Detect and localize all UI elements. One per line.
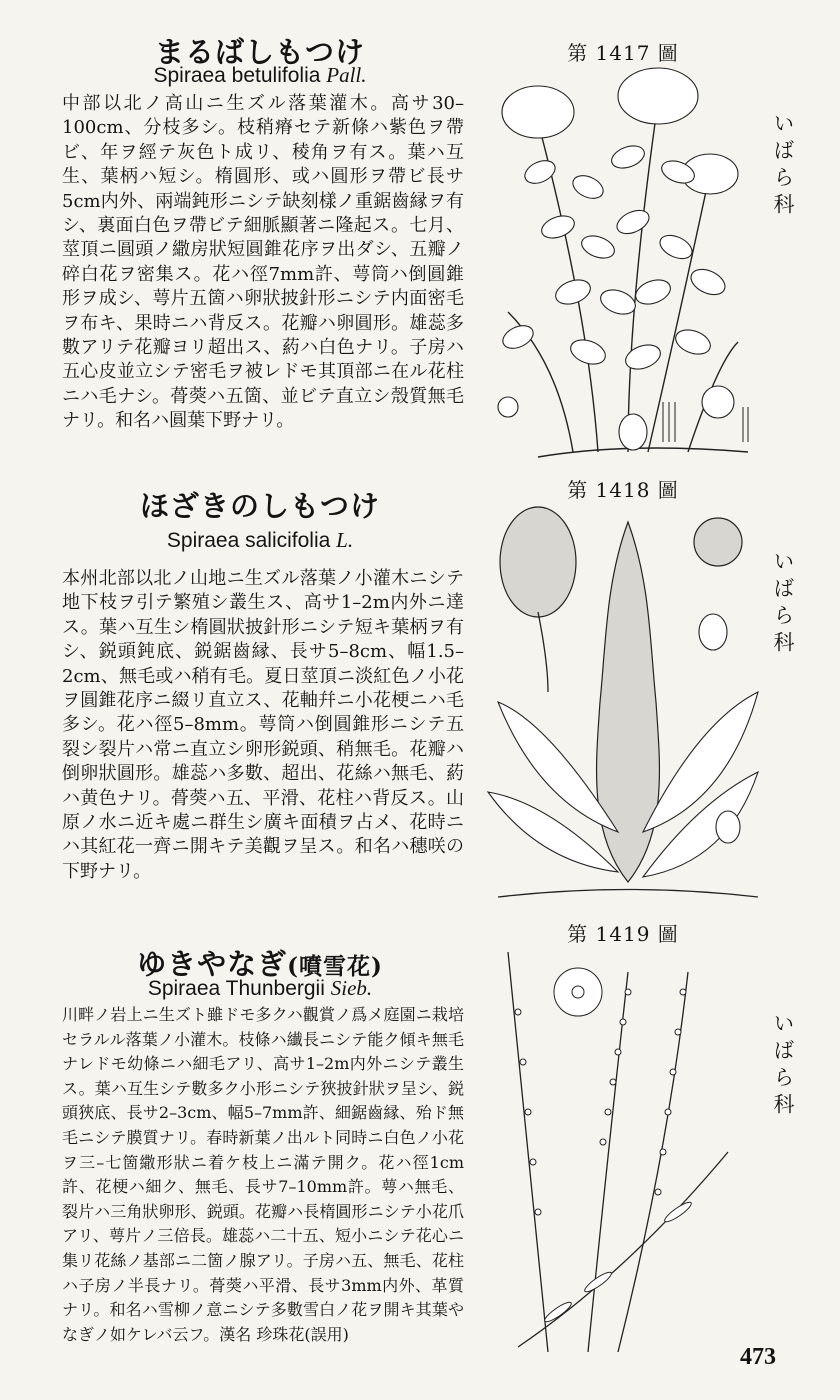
entry-maruba-shimotsuke [0,0,840,470]
figure-number: 第 1417 圖 [567,41,679,65]
entry-yukiyanagi [0,922,840,1400]
description-text: 川畔ノ岩上ニ生ズト雖ドモ多クハ觀賞ノ爲メ庭園ニ栽培セラルル落葉ノ小灌木。枝條ハ纎長ニシテ能ク傾キ無毛ナレドモ幼條ニハ細毛アリ、高サ1–2m内外ニシテ叢生ス。葉ハ互生シテ數多ク小形ニシテ狹披針狀ヲ呈シ、鋭頭狹底、長サ2–3cm、幅5–7mm許、細鋸齒縁、殆ド無毛ニシテ膜質ナリ。春時新葉ノ出ルト同時ニ白色ノ小花ヲ三–七箇繖形狀ニ着ケ枝上ニ滿テ開ク。花ハ徑1cm許、花梗ハ細ク、無毛、長サ7–10mm許。萼ハ無毛、裂片ハ三角狀卵形、鋭頭。花瓣ハ長楕圓形ニシテ小花爪アリ、萼片ノ三倍長。雄蕊ハ二十五、短小ニシテ花心ニ集リ花絲ノ基部ニ二箇ノ腺アリ。子房ハ五、無毛、花柱ハ子房ノ半長ナリ。蓇葖ハ平滑、長サ3mm内外、革質ナリ。和名ハ雪柳ノ意ニシテ多數雪白ノ花ヲ開キ其葉やなぎノ如ケレバ云フ。漢名 珍珠花(誤用) [62,1005,464,1344]
plant-illustration [478,62,768,462]
plant-illustration [478,502,768,902]
family-label: いばら科 [771,550,795,658]
author-citation: L. [336,528,354,552]
entry-hozaki-no-shimotsuke [0,470,840,930]
japanese-name: まるばしもつけ [154,35,365,69]
japanese-name: ゆきやなぎ(噴雪花) [137,947,383,981]
japanese-name: ほざきのしもつけ [139,489,380,523]
plant-illustration [478,952,738,1362]
family-label: いばら科 [771,1012,795,1120]
figure-number: 第 1418 圖 [567,478,679,502]
scientific-name: Spiraea salicifolia L. [166,528,354,552]
figure-number: 第 1419 圖 [567,922,679,946]
description-text: 中部以北ノ高山ニ生ズル落葉灌木。高サ30–100cm、分枝多シ。枝稍瘠セテ新條ハ紫色ヲ帶ビ、年ヲ經テ灰色ト成リ、稜角ヲ有ス。葉ハ互生、葉柄ハ短シ。楕圓形、或ハ圓形ヲ帶ビ長サ5cm内外、兩端鈍形ニシテ缺刻樣ノ重鋸齒縁ヲ有シ、裏面白色ヲ帶ビテ細脈顯著ニ隆起ス。七月、莖頂ニ圓頭ノ繖房狀短圓錐花序ヲ出ダシ、五瓣ノ碎白花ヲ密集ス。花ハ徑7mm許、萼筒ハ倒圓錐形ヲ成シ、萼片五箇ハ卵狀披針形ニシテ内面密毛ヲ布キ、果時ニハ背反ス。花瓣ハ卵圓形。雄蕊多數アリテ花瓣ヨリ超出ス、葯ハ白色ナリ。子房ハ五心皮並立シテ密毛ヲ被レドモ其頂部ニ在ル花柱ニハ毛ナシ。蓇葖ハ五箇、並ビテ直立シ殼質無毛ナリ。和名ハ圓葉下野ナリ。 [62,93,464,432]
alternate-name: (噴雪花) [287,953,383,980]
description-text: 本州北部以北ノ山地ニ生ズル落葉ノ小灌木ニシテ地下枝ヲ引テ繁殖シ叢生ス、高サ1–2m内外ニ達ス。葉ハ互生シ楕圓狀披針形ニシテ短キ葉柄ヲ有シ、鋭頭鈍底、鋭鋸齒縁、長サ5–8cm、幅1.5–2cm、無毛或ハ稍有毛。夏日莖頂ニ淡紅色ノ小花ヲ圓錐花序ニ綴リ直立ス、花軸幷ニ小花梗ニハ毛多シ。花ハ徑5–8mm。萼筒ハ倒圓錐形ニシテ五裂シ裂片ハ常ニ直立シ卵形鋭頭、稍無毛。花瓣ハ倒卵狀圓形。雄蕊ハ多數、超出、花絲ハ無毛、葯ハ黄色ナリ。蓇葖ハ五、平滑、花柱ハ背反ス。山原ノ水ニ近キ處ニ群生シ廣キ面積ヲ占メ、花時ニハ其紅花一齊ニ開キテ美觀ヲ呈ス。和名ハ穗咲の下野ナリ。 [62,568,464,882]
scientific-name: Spiraea betulifolia Pall. [153,63,367,87]
author-citation: Pall. [326,63,367,87]
scientific-name: Spiraea Thunbergii Sieb. [147,976,373,1000]
page-number: 473 [740,1344,776,1370]
author-citation: Sieb. [330,976,373,1000]
family-label: いばら科 [771,112,795,220]
